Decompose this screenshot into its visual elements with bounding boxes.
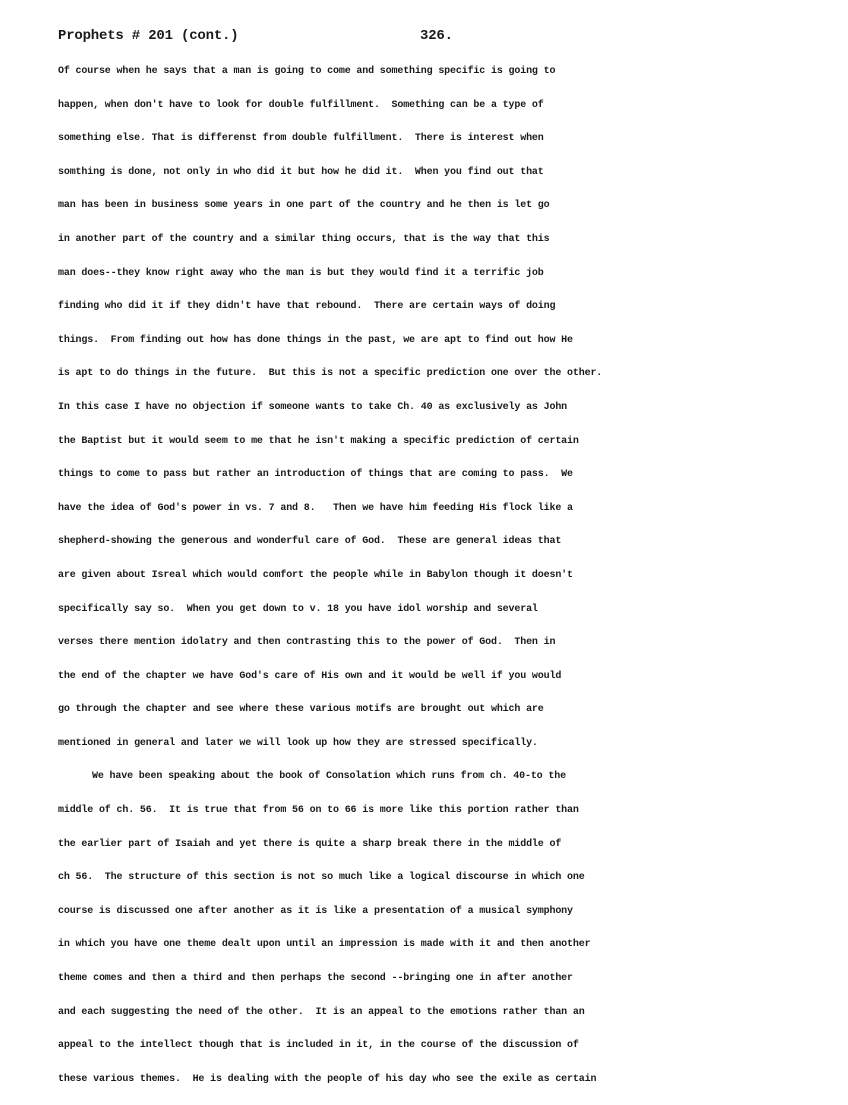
text-line: the Baptist but it would seem to me that he isn't making a specific prediction of certain	[58, 435, 579, 447]
text-line: something else. That is differenst from double fulfillment. There is interest when	[58, 133, 544, 145]
text-line: Of course when he says that a man is going to come and something specific is going to	[58, 66, 556, 77]
text-line: things. From finding out how has done things in the past, we are apt to find out how He	[58, 334, 573, 346]
text-line: happen, when don't have to look for double fulfillment. Something can be a type of	[58, 99, 544, 111]
document-body	[58, 61, 848, 1102]
text-line: in which you have one theme dealt upon until an impression is made with it and then another	[58, 939, 591, 951]
header-course-title: Prophets # 201 (cont.)	[58, 28, 239, 44]
text-line: mentioned in general and later we will look up how they are stressed specifically.	[58, 737, 538, 749]
text-line: specifically say so. When you get down to v. 18 you have idol worship and several	[58, 603, 538, 615]
text-line: things to come to pass but rather an introduction of things that are coming to pass. We	[58, 469, 573, 481]
text-line: these various themes. He is dealing with the people of his day who see the exile as certain	[58, 1073, 597, 1085]
page-header	[58, 28, 848, 50]
text-line: have the idea of God's power in vs. 7 and 8. Then we have him feeding His flock like a	[58, 502, 573, 514]
text-line: ch 56. The structure of this section is not so much like a logical discourse in which one	[58, 872, 585, 884]
text-line: go through the chapter and see where these various motifs are brought out which are	[58, 704, 544, 716]
text-line: the end of the chapter we have God's care of His own and it would be well if you would	[58, 670, 562, 682]
text-line: in another part of the country and a similar thing occurs, that is the way that this	[58, 233, 550, 245]
text-line: the earlier part of Isaiah and yet there is quite a sharp break there in the middle of	[58, 838, 562, 850]
text-line: and each suggesting the need of the other. It is an appeal to the emotions rather than an	[58, 1006, 585, 1018]
text-line: is apt to do things in the future. But this is not a specific prediction one over the other.	[58, 368, 603, 380]
text-line: are given about Isreal which would comfort the people while in Babylon though it doesn't	[58, 569, 573, 581]
text-line: In this case I have no objection if someone wants to take Ch. 40 as exclusively as John	[58, 401, 568, 413]
text-line: middle of ch. 56. It is true that from 56 on to 66 is more like this portion rather than	[58, 805, 579, 817]
text-line: appeal to the intellect though that is included in it, in the course of the discussion of	[58, 1040, 579, 1052]
text-line: man has been in business some years in one part of the country and he then is let go	[58, 200, 550, 212]
text-line: We have been speaking about the book of Consolation which runs from ch. 40-to the	[92, 771, 566, 783]
text-line: somthing is done, not only in who did it but how he did it. When you find out that	[58, 166, 544, 178]
text-line: theme comes and then a third and then perhaps the second --bringing one in after another	[58, 973, 573, 985]
paragraph-1	[58, 61, 848, 766]
text-line: shepherd-showing the generous and wonderful care of God. These are general ideas that	[58, 536, 562, 548]
page-number: 326.	[420, 28, 453, 44]
text-line: man does--they know right away who the man is but they would find it a terrific job	[58, 267, 544, 279]
text-line: finding who did it if they didn't have that rebound. There are certain ways of doing	[58, 301, 556, 313]
text-line: course is discussed one after another as it is like a presentation of a musical symphony	[58, 905, 573, 917]
paragraph-2	[58, 766, 848, 1102]
text-line: verses there mention idolatry and then contrasting this to the power of God. Then in	[58, 637, 556, 649]
